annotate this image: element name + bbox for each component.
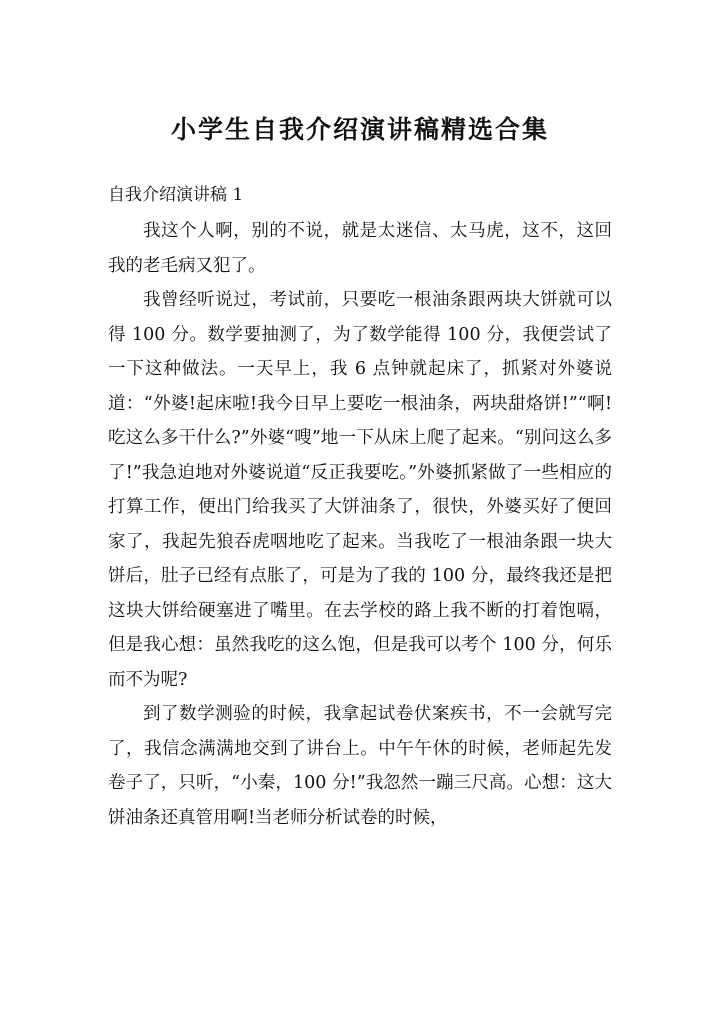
paragraph: 到了数学测验的时候，我拿起试卷伏案疾书，不一会就写完了，我信念满满地交到了讲台上。中午午休的时候，老师起先发卷子了，只听，“小秦，100 分!”我忽然一蹦三尺高。心想：这大饼油条还真管用啊!当老师分析试卷的时候， bbox=[108, 704, 612, 828]
paragraph: 我曾经听说过，考试前，只要吃一根油条跟两块大饼就可以得 100 分。数学要抽测了，为了数学能得 100 分，我便尝试了一下这种做法。一天早上，我 6 点钟就起床了，抓紧对外婆说道：“外婆!起床啦!我今日早上要吃一根油条，两块甜烙饼!”“啊!吃这么多干什么?”外婆“嗖”地一下从床上爬了起来。“别问这么多了!”我急迫地对外婆说道“反正我要吃。”外婆抓紧做了一些相应的打算工作，便出门给我买了大饼油条了，很快，外婆买好了便回家了，我起先狼吞虎咽地吃了起来。当我吃了一根油条跟一块大饼后，肚子已经有点胀了，可是为了我的 100 分，最终我还是把这块大饼给硬塞进了嘴里。在去学校的路上我不断的打着饱嗝，但是我心想：虽然我吃的这么饱，但是我可以考个 100 分，何乐而不为呢? bbox=[108, 290, 612, 690]
section-heading: 自我介绍演讲稿 1 bbox=[108, 185, 244, 205]
document-title: 小学生自我介绍演讲稿精选合集 bbox=[170, 115, 549, 144]
paragraph: 我这个人啊，别的不说，就是太迷信、太马虎，这不，这回我的老毛病又犯了。 bbox=[108, 221, 612, 276]
document-body bbox=[108, 214, 612, 835]
